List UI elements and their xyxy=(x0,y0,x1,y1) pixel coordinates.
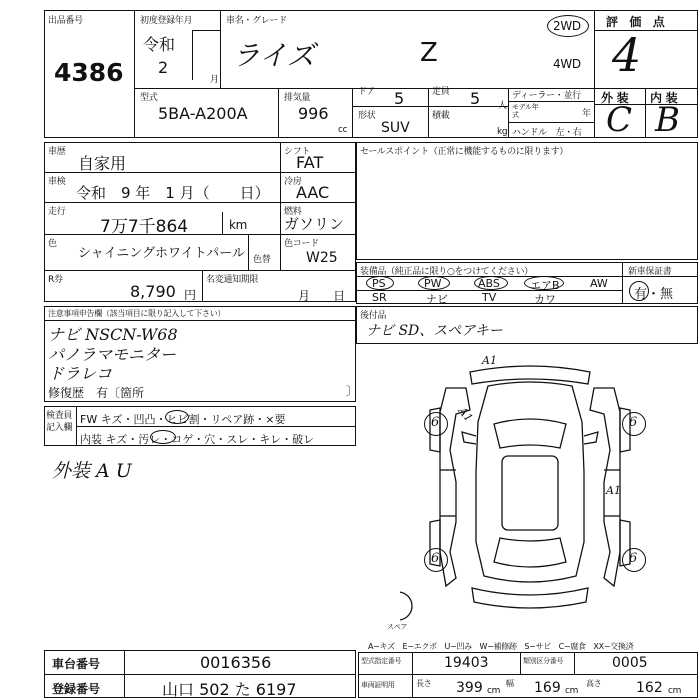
load-label: 積載 xyxy=(432,111,450,121)
car-diagram xyxy=(400,352,660,622)
shape: SUV xyxy=(381,120,410,136)
divider xyxy=(622,262,623,304)
inspection-interior: 内装 キズ・汚レ・コゲ・穴・スレ・キレ・破レ xyxy=(80,433,315,446)
mirror-left xyxy=(462,432,476,444)
abs-circle xyxy=(474,276,508,290)
divider xyxy=(594,30,698,31)
reg-year: 2 xyxy=(158,58,169,77)
inspection-label: 車検 xyxy=(48,177,66,187)
usage-label: 車歴 xyxy=(48,147,66,157)
name-change-date: 月 日 xyxy=(298,289,345,303)
height-unit: cm xyxy=(668,686,682,696)
roof-outline xyxy=(502,456,558,530)
length: 399 xyxy=(456,680,483,696)
recycle-fee: 8,790 xyxy=(130,282,176,301)
width-label: 幅 xyxy=(506,679,514,688)
first-reg-label: 初度登録年月 xyxy=(140,16,193,26)
model: 5BA-A200A xyxy=(158,104,248,123)
model-year-label: モデル年式 xyxy=(512,103,539,119)
interior-grade: B xyxy=(655,100,680,140)
plate-label: 登録番号 xyxy=(52,682,101,696)
fuel: ガソリン xyxy=(284,215,345,233)
damage-mark: 6 xyxy=(629,551,638,566)
divider xyxy=(44,270,356,271)
category-label: 類別区分番号 xyxy=(523,657,564,665)
aftermarket-label: 後付品 xyxy=(360,311,387,321)
pw-circle xyxy=(418,276,450,290)
divider xyxy=(124,650,125,698)
warranty-circle xyxy=(629,281,649,301)
shift-label: シフト xyxy=(284,147,311,157)
cc-unit: cc xyxy=(338,125,348,135)
damage-mark: A1 xyxy=(455,404,476,425)
car-name: ライズ xyxy=(232,39,315,72)
mileage-label: 走行 xyxy=(48,207,66,217)
height: 162 xyxy=(636,680,663,696)
recycle-label: R券 xyxy=(48,275,63,285)
divider xyxy=(645,88,646,138)
usage: 自家用 xyxy=(78,154,127,173)
divider xyxy=(220,10,221,88)
divider xyxy=(412,652,413,698)
chassis-number: 0016356 xyxy=(200,653,272,672)
color-code-label: 色コード xyxy=(284,239,319,249)
model-label: 型式 xyxy=(140,93,158,103)
divider xyxy=(508,88,509,138)
color: シャイニングホワイトパール xyxy=(78,246,246,261)
equip-aw: AW xyxy=(590,277,608,290)
plate-number: 山口 502 た 6197 xyxy=(162,680,297,699)
divider xyxy=(44,202,356,203)
dealer-label: ディーラー・並行 xyxy=(512,91,581,101)
windshield-outline xyxy=(494,419,566,448)
divider xyxy=(192,30,220,31)
ps-circle xyxy=(366,276,394,290)
aftermarket-value: ナビ SD、スペアキー xyxy=(366,323,503,339)
damage-legend: A−キズ E−エクボ U−凹み W−補修跡 S−サビ C−腐食 XX−交換済 xyxy=(368,642,634,651)
month-unit: 月 xyxy=(210,75,219,85)
yen-unit: 円 xyxy=(184,288,196,302)
width-unit: cm xyxy=(565,686,579,696)
divider xyxy=(222,212,223,234)
notes-label: 注意事項申告欄（該当項目に限り記入して下さい） xyxy=(48,309,226,318)
equip-pw: PW xyxy=(424,277,442,290)
warranty-label: 新車保証書 xyxy=(628,267,672,277)
divider xyxy=(278,88,279,138)
divider xyxy=(352,88,353,138)
divider xyxy=(44,320,356,321)
score: 4 xyxy=(612,28,642,82)
shape-label: 形状 xyxy=(358,111,376,121)
damage-mark: 6 xyxy=(431,551,440,566)
body-outline xyxy=(476,382,584,582)
handle-label: ハンドル 左・右 xyxy=(512,128,582,138)
doors-label: ドア xyxy=(358,87,376,97)
drive-4wd: 4WD xyxy=(553,57,581,71)
note-line-2: パノラマモニター xyxy=(48,345,177,364)
divider xyxy=(248,234,249,270)
divider xyxy=(352,106,508,107)
damage-mark: 6 xyxy=(431,415,440,430)
divider xyxy=(508,101,594,102)
divider xyxy=(358,674,698,675)
lot-label: 出品番号 xyxy=(48,16,83,26)
capacity: 5 xyxy=(470,89,481,108)
mirror-right xyxy=(584,432,598,444)
car-name-label: 車名・グレード xyxy=(226,16,287,26)
damage-mark: 6 xyxy=(629,415,638,430)
exterior-grade: C xyxy=(606,100,633,140)
sales-point-label: セールスポイント（正常に機能するものに限ります） xyxy=(360,147,568,157)
ac-label: 冷房 xyxy=(284,177,302,187)
front-bumper-outline xyxy=(470,366,590,384)
equip-navi: ナビ xyxy=(426,293,448,306)
displacement: 996 xyxy=(298,104,329,123)
displacement-label: 排気量 xyxy=(284,93,311,103)
sales-point-box xyxy=(356,142,698,260)
km-unit: km xyxy=(229,218,248,232)
height-label: 高さ xyxy=(586,679,602,688)
spare-tire xyxy=(400,592,412,620)
divider xyxy=(356,276,698,277)
equip-airbag: エアB xyxy=(530,279,560,292)
type-designation: 19403 xyxy=(444,655,489,671)
inspection-exterior: FW キズ・凹凸・ヒビ割・リペア跡・×要 xyxy=(80,413,286,426)
name-change-label: 名変通知期限 xyxy=(206,275,259,285)
note-line-3: ドラレコ xyxy=(48,364,113,383)
lot-number: 4386 xyxy=(54,58,124,87)
interior-label: 内 装 xyxy=(650,91,678,105)
inspection-date: 令和 9 年 1 月（ 日） xyxy=(76,184,270,202)
dent-circle xyxy=(165,410,189,424)
divider xyxy=(520,652,521,674)
era: 令和 xyxy=(143,35,176,54)
color-label: 色 xyxy=(48,239,57,249)
divider xyxy=(44,674,356,675)
paint-change-label: 色替 xyxy=(253,255,271,265)
length-label: 長さ xyxy=(416,679,432,688)
damage-mark: A1 xyxy=(606,484,621,497)
score-label: 評 価 点 xyxy=(606,15,665,29)
handwritten-exterior-note: 外装 A U xyxy=(52,460,132,482)
divider xyxy=(44,234,356,235)
warranty-value: 有・無 xyxy=(634,287,674,302)
inspector-label: 検査員記入欄 xyxy=(46,411,73,433)
grade: Z xyxy=(420,38,438,68)
chassis-label: 車台番号 xyxy=(52,657,101,671)
rear-bumper-outline xyxy=(472,588,588,608)
width: 169 xyxy=(534,680,561,696)
type-designation-label: 型式指定番号 xyxy=(361,657,402,665)
load-unit: kg xyxy=(497,127,508,137)
color-code: W25 xyxy=(306,250,338,266)
equipment-label: 装備品（純正品に限り○をつけてください） xyxy=(360,267,533,277)
repair-close: 〕 xyxy=(346,384,359,398)
length-unit: cm xyxy=(487,686,501,696)
equip-ps: PS xyxy=(372,277,386,290)
equip-tv: TV xyxy=(482,291,497,304)
divider xyxy=(574,652,575,674)
rear-window-outline xyxy=(494,538,566,567)
fuel-label: 燃料 xyxy=(284,207,302,217)
divider xyxy=(44,172,356,173)
equip-sr: SR xyxy=(372,291,387,304)
damage-mark: A1 xyxy=(482,354,497,367)
airbag-circle xyxy=(524,276,564,290)
stain-circle xyxy=(150,430,176,444)
divider xyxy=(508,122,594,123)
year-unit: 年 xyxy=(582,109,591,119)
ac: AAC xyxy=(296,183,330,202)
divider xyxy=(202,270,203,302)
equip-leather: カワ xyxy=(534,293,556,306)
note-line-1: ナビ NSCN-W68 xyxy=(48,325,178,344)
cert-label: 車両証明用 xyxy=(361,681,395,689)
divider xyxy=(192,30,193,80)
capacity-unit: 人 xyxy=(498,101,507,111)
shift: FAT xyxy=(296,153,324,172)
divider xyxy=(428,88,429,138)
mileage: 7万7千864 xyxy=(100,217,189,237)
drive-2wd: 2WD xyxy=(553,19,581,33)
divider xyxy=(280,142,281,270)
equip-abs: ABS xyxy=(478,277,500,290)
category-number: 0005 xyxy=(612,655,648,671)
doors: 5 xyxy=(394,89,405,108)
repair-history: 修復歴 有〔箇所 xyxy=(48,386,145,400)
capacity-label: 定員 xyxy=(432,87,450,97)
divider xyxy=(134,10,135,138)
spare-label: スペア xyxy=(387,623,408,631)
exterior-label: 外 装 xyxy=(601,91,629,105)
